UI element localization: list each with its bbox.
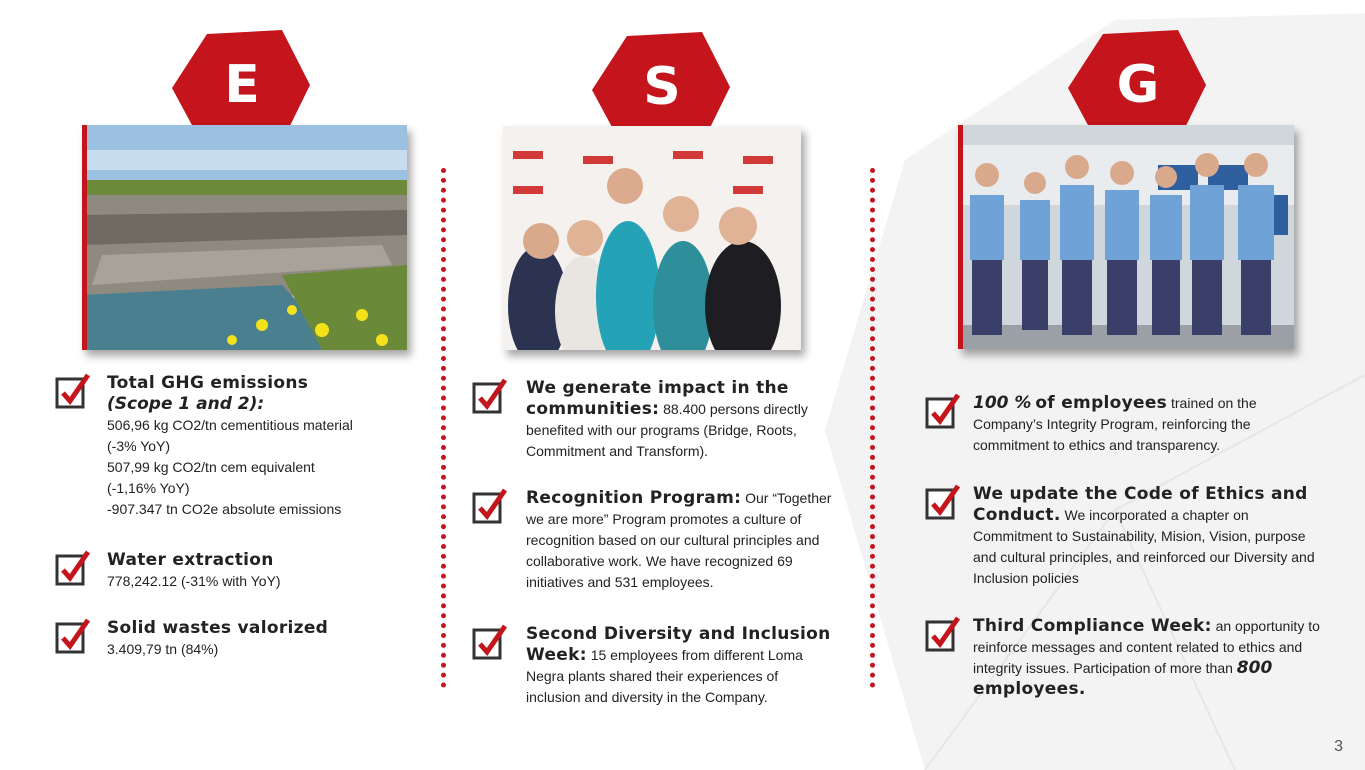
badge-letter: E [224, 55, 260, 115]
item-line: (-3% YoY) [107, 438, 171, 454]
item-heading: Total GHG emissions [107, 373, 309, 393]
item-heading: Water extraction [107, 550, 274, 570]
item-heading: Recognition Program: [526, 488, 742, 508]
item-line: 507,99 kg CO2/tn cem equivalent [107, 459, 315, 475]
page-number: 3 [1334, 738, 1343, 755]
checkbox-check-icon [925, 484, 963, 522]
item-diversity [472, 624, 842, 754]
item-tail: employees. [973, 679, 1086, 699]
checkbox-check-icon [472, 378, 510, 416]
photo-accent-bar [82, 125, 87, 350]
item-heading-2: (Scope 1 and 2): [107, 394, 265, 414]
dotted-divider [441, 168, 446, 688]
item-heading: Second Diversity and Inclusion Week: [526, 624, 831, 665]
item-heading: We generate impact in the communities: [526, 378, 789, 419]
item-heading: Third Compliance Week: [973, 616, 1212, 636]
item-body: 15 employees from different Loma Negra plants shared their experiences of inclusion and diversity in the Company. [526, 647, 803, 705]
badge-g [1068, 30, 1208, 140]
item-line: 3.409,79 tn (84%) [107, 641, 219, 657]
item-line: 778,242.12 (-31% with YoY) [107, 573, 281, 589]
item-code-of-ethics [925, 484, 1325, 604]
item-body: trained on the Company’s Integrity Program, reinforcing the commitment to ethics and transparency. [973, 395, 1257, 453]
item-line: -907.347 tn CO2e absolute emissions [107, 501, 342, 517]
item-tail-emphasis: 800 [1236, 658, 1273, 678]
checkbox-check-icon [55, 550, 93, 588]
item-recognition [472, 488, 842, 618]
item-body: 88.400 persons directly benefited with our programs (Bridge, Roots, Commitment and Transform). [526, 401, 808, 459]
item-heading: of employees [1035, 393, 1168, 413]
item-ghg [55, 373, 415, 543]
badge-letter: S [643, 57, 681, 117]
quarry-photo [82, 125, 407, 350]
dotted-divider [870, 168, 875, 688]
item-line: (-1,16% YoY) [107, 480, 190, 496]
item-body: Our “Together we are more” Program promotes a culture of recognition based on our cultural principles and collaborative work. We have recognized 69 initiatives and 531 employees. [526, 490, 832, 590]
item-heading-emphasis: 100 % [973, 393, 1032, 413]
photo-accent-bar [958, 125, 963, 349]
group-photo [503, 126, 801, 350]
item-heading: Solid wastes valorized [107, 618, 329, 638]
item-compliance-week [925, 616, 1325, 716]
item-line: 506,96 kg CO2/tn cementitious material [107, 417, 353, 433]
item-body: We incorporated a chapter on Commitment to Sustainability, Mision, Vision, purpose and cultural principles, and reinforced our Diversity and Inclusion policies [973, 507, 1315, 586]
item-body: an opportunity to reinforce messages and content related to ethics and integrity issues. Participation of more than [973, 618, 1320, 676]
item-heading: We update the Code of Ethics and Conduct. [973, 484, 1308, 525]
checkbox-check-icon [55, 373, 93, 411]
checkbox-check-icon [472, 624, 510, 662]
item-integrity [925, 393, 1325, 473]
badge-letter: G [1116, 55, 1160, 115]
checkbox-check-icon [925, 393, 963, 431]
badge-e [172, 30, 312, 140]
checkbox-check-icon [55, 618, 93, 656]
checkbox-check-icon [472, 488, 510, 526]
item-communities [472, 378, 842, 478]
item-water [55, 550, 415, 600]
checkbox-check-icon [925, 616, 963, 654]
item-waste [55, 618, 415, 668]
employees-photo [958, 125, 1294, 349]
